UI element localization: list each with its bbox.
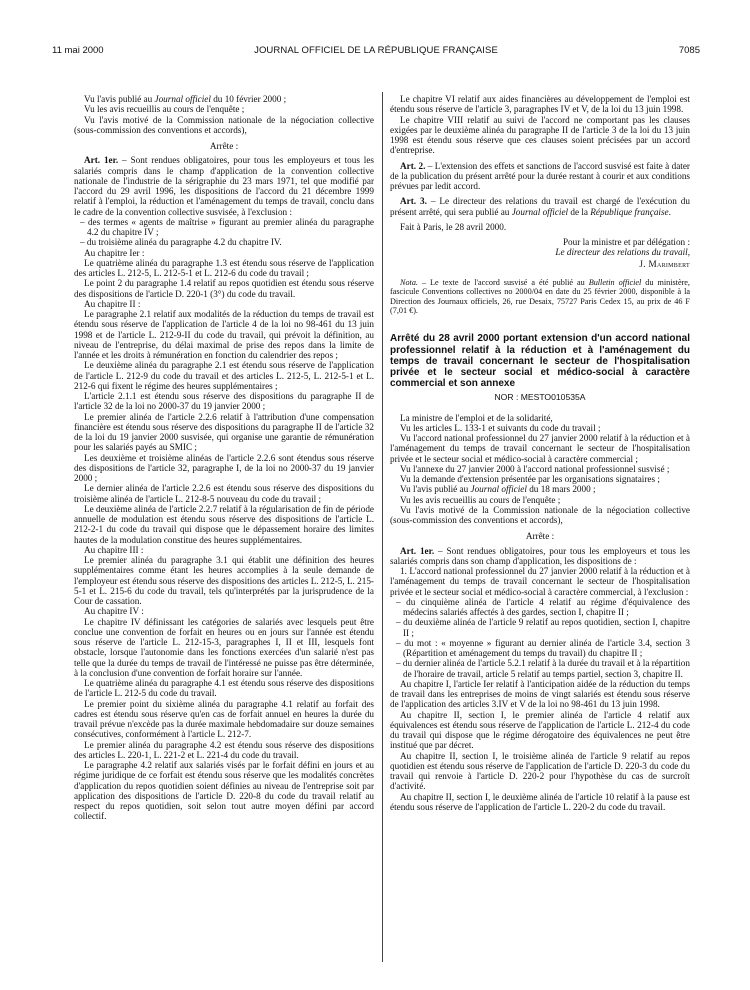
right-column: [390, 94, 690, 964]
issue-date: 11 mai 2000: [52, 45, 104, 56]
paragraph: Au chapitre III :: [84, 544, 144, 555]
visa-journal-officiel: Vu l'avis publié au Journal officiel du 18 mars 2000 ;: [400, 484, 596, 495]
paragraph: Le chapitre VIII relatif au suivi de l'accord ne comportant pas les clauses exigées par le deuxième alinéa du paragraphe II de l'article 3 de la loi du 13 juin 1998 est étendu sous réserve que ces clauses soient précisées par un accord d'entreprise.: [390, 114, 690, 156]
paragraph: Au chapitre II, section I, le troisième alinéa de l'article 9 relatif au repos quotidien est étendu sous réserve de l'application de l'article D. 220-3 du code du travail qui renvoie à l'article D. 220-2 pour l'hypothèse du cas de surcroît d'activité.: [390, 750, 690, 792]
exclusion-item: – du troisième alinéa du paragraphe 4.2 du chapitre IV.: [80, 237, 282, 248]
visa: Vu l'annexe du 27 janvier 2000 à l'accord national professionnel susvisé ;: [400, 463, 670, 474]
visa-commission: Vu l'avis motivé de la Commission nationale de la négociation collective (sous-commission des conventions et accords),: [74, 114, 374, 135]
paragraph: Le paragraphe 4.2 relatif aux salariés visés par le forfait défini en jours et au régime juridique de ce forfait est étendu sous réserve que les modalités concrètes d'application du repos quotidien soient définies au niveau de l'entreprise soit par application des dispositions de l'article D. 220-8 du code du travail relatif au respect du repos quotidien, soit selon tout autre moyen défini par accord collectif.: [74, 760, 374, 822]
paragraph: Au chapitre IV :: [84, 606, 144, 617]
article-2: Art. 2. – L'extension des effets et sanctions de l'accord susvisé est faite à dater de la publication du présent arrêté pour la durée restant à courir et aux conditions prévues par ledit accord.: [390, 160, 690, 191]
paragraph: Les deuxième et troisième alinéas de l'article 2.2.6 sont étendus sous réserve des dispositions de l'article 32, paragraphe I, de la loi no 2000-37 du 19 janvier 2000 ;: [74, 452, 374, 483]
signature-delegation: Pour la ministre et par délégation :: [562, 237, 690, 247]
visa: Vu la demande d'extension présentée par les organisations signataires ;: [400, 474, 660, 485]
exclusion-list: [390, 597, 690, 679]
visa: Vu les articles L. 133-1 et suivants du code du travail ;: [400, 422, 601, 433]
visa: Vu l'accord national professionnel du 27 janvier 2000 relatif à la réduction et à l'aménagement du temps de travail concernant le secteur de l'hospitalisation privée et le secteur social et médico-social à caractère commercial ;: [390, 433, 690, 464]
paragraph: Le premier point du sixième alinéa du paragraphe 4.1 relatif au forfait des cadres est étendu sous réserve qu'en cas de forfait annuel en heures la durée du travail prévue n'excède pas la durée maximale hebdomadaire sur douze semaines consécutives, conformément à l'article L. 212-7.: [74, 698, 374, 740]
article-3: Art. 3. – Le directeur des relations du travail est chargé de l'exécution du présent arrêté, qui sera publié au Journal officiel de la République française.: [390, 196, 690, 217]
page-number: 7085: [678, 45, 700, 56]
exclusion-item: – des termes « agents de maîtrise » figurant au premier alinéa du paragraphe 4.2 du chapitre IV ;: [80, 216, 374, 237]
paragraph: Le quatrième alinéa du paragraphe 4.1 est étendu sous réserve des dispositions de l'article L. 212-5 du code du travail.: [74, 678, 374, 699]
article-1: Art. 1er. – Sont rendues obligatoires, pour tous les employeurs et tous les salariés compris dans le champ d'application de la convention collective nationale de l'industrie de la sérigraphie du 23 mars 1971, tel que modifié par l'accord du 29 avril 1996, les dispositions de l'accord du 21 décembre 1999 relatif à l'emploi, la réduction et l'aménagement du temps de travail, conclu dans le cadre de la convention collective susvisée, à l'exclusion :: [74, 155, 374, 217]
nota: Nota. – Le texte de l'accord susvisé a été publié au Bulletin officiel du ministère, fascicule Conventions collectives no 2000/04 en date du 25 février 2000, disponible à la Direction des Journaux officiels, 26, rue Desaix, 75727 Paris Cedex 15, au prix de 46 F (7,01 €).: [390, 277, 690, 315]
paragraph: Le premier alinéa du paragraphe 3.1 qui établit une définition des heures supplémentaires comme étant les heures accomplies à la seule demande de l'employeur est étendu sous réserve des dispositions des articles L. 212-5, L. 215-5-1 et L. 215-6 du code du travail, tels qu'interprétés par la jurisprudence de la Cour de cassation.: [74, 555, 374, 606]
exclusion-item: – du dernier alinéa de l'article 5.2.1 relatif à la durée du travail et à la répartition de l'horaire de travail, article 5 relatif au temps partiel, section 3, chapitre II.: [396, 658, 690, 679]
arrete-heading: Arrête :: [525, 531, 555, 542]
paragraph: Au chapitre Ier :: [84, 247, 145, 258]
signature-title: Le directeur des relations du travail,: [555, 247, 690, 258]
exclusion-item: – du mot : « moyenne » figurant au dernier alinéa de l'article 3.4, section 3 (Répartition et aménagement du temps du travail) du chapitre II ;: [396, 637, 690, 659]
visa-journal-officiel: Vu l'avis publié au Journal officiel du 10 février 2000 ;: [84, 94, 287, 104]
left-column: [74, 94, 374, 964]
paragraph: Le quatrième alinéa du paragraphe 1.3 est étendu sous réserve de l'application des articles L. 212-5, L. 212-5-1 et L. 212-6 du code du travail ;: [74, 257, 374, 278]
exclusion-item: – du cinquième alinéa de l'article 4 relatif au régime d'équivalence des médecins salariés affectés à des gardes, section I, chapitre II ;: [396, 596, 690, 618]
paragraph: L'article 2.1.1 est étendu sous réserve des dispositions du paragraphe II de l'article 32 de la loi no 2000-37 du 19 janvier 2000 ;: [74, 391, 374, 412]
point-1: 1. L'accord national professionnel du 27 janvier 2000 relatif à la réduction et à l'aménagement du temps de travail concernant le secteur de l'hospitalisation privée et le secteur social et médico-social à caractère commercial, à l'exclusion :: [390, 566, 690, 597]
paragraph: Le chapitre VI relatif aux aides financières au développement de l'emploi est étendu sous réserve de l'article 3, paragraphes IV et V, de la loi du 13 juin 1998.: [390, 94, 690, 115]
arrete-heading: Arrête :: [209, 141, 239, 151]
visa-commission: Vu l'avis motivé de la Commission nationale de la négociation collective (sous-commission des conventions et accords),: [390, 504, 690, 526]
arrete-title: Arrêté du 28 avril 2000 portant extension d'un accord national professionnel relatif à la réduction et à l'aménagement du temps de travail concernant le secteur de l'hospitalisation privée et le secteur social et médico-social à caractère commercial et son annexe: [390, 333, 690, 390]
signature-name: J. Marimbert: [639, 258, 690, 269]
paragraph: Au chapitre II, section I, le deuxième alinéa de l'article 10 relatif à la pause est étendu sous réserve de l'application de l'article L. 220-2 du code du travail.: [390, 791, 690, 812]
page-header: [52, 44, 700, 58]
column-divider: [382, 92, 383, 962]
visa: La ministre de l'emploi et de la solidarité,: [400, 412, 553, 423]
paragraph: Au chapitre II :: [84, 298, 141, 309]
paragraph: Le deuxième alinéa de l'article 2.2.7 relatif à la régularisation de fin de période annuelle de modulation est étendu sous réserve des dispositions de l'article L. 212-2-1 du code du travail qui dispose que le dépassement horaire des limites hautes de la modulation constitue des heures supplémentaires.: [74, 503, 374, 545]
journal-title: JOURNAL OFFICIEL DE LA RÉPUBLIQUE FRANÇAISE: [254, 45, 498, 56]
paragraph: Le dernier alinéa de l'article 2.2.6 est étendu sous réserve des dispositions du troisième alinéa de l'article L. 212-8-5 nouveau du code du travail ;: [74, 483, 374, 504]
fait-a-paris: Fait à Paris, le 28 avril 2000.: [400, 221, 507, 232]
exclusion-list: [74, 217, 374, 248]
paragraph: Au chapitre II, section I, le premier alinéa de l'article 4 relatif aux équivalences est étendu sous réserve de l'application de l'article L. 212-4 du code du travail qui dispose que le régime dérogatoire des équivalences ne peut être institué que par décret.: [390, 709, 690, 751]
visa-enquete: Vu les avis recueillis au cours de l'enquête ;: [84, 104, 245, 115]
paragraph: Le premier alinéa de l'article 2.2.6 relatif à l'attribution d'une compensation financière est étendu sous réserve des dispositions du paragraphe II de l'article 32 de la loi du 19 janvier 2000 susvisée, qui organise une garantie de rémunération pour les salariés payés au SMIC ;: [74, 411, 374, 453]
exclusion-item: – du deuxième alinéa de l'article 9 relatif au repos quotidien, section I, chapitre II ;: [396, 617, 690, 638]
visa-enquete: Vu les avis recueillis au cours de l'enquête ;: [400, 494, 561, 505]
paragraph: Le paragraphe 2.1 relatif aux modalités de la réduction du temps de travail est étendu sous réserve de l'application de l'article 4 de la loi no 98-461 du 13 juin 1998 et de l'article L. 212-9-II du code du travail, qui prévoit la définition, au niveau de l'entreprise, du délai maximal de prise des repos dans la limite de l'année et les droits à rémunération en fonction du calendrier des repos ;: [74, 309, 374, 360]
article-1: Art. 1er. – Sont rendues obligatoires, pour tous les employeurs et tous les salariés compris dans son champ d'application, les dispositions de :: [390, 545, 690, 566]
paragraph: Le deuxième alinéa du paragraphe 2.1 est étendu sous réserve de l'application de l'article L. 212-9 du code du travail et des articles L. 212-5, L. 212-5-1 et L. 212-6 qui fixent le régime des heures supplémentaires ;: [74, 360, 374, 391]
paragraph: Le chapitre IV définissant les catégories de salariés avec lesquels peut être conclue une convention de forfait en heures ou en jours sur l'année est étendu sous réserve de l'article L. 212-15-3, paragraphes I, II et III, lesquels font obstacle, lorsque l'autonomie dans les fonctions exercées d'un salarié n'est pas telle que la durée du temps de travail de l'intéressé ne puisse pas être déterminée, à la conclusion d'une convention de forfait horaire sur l'année.: [74, 616, 374, 678]
paragraph: Au chapitre I, l'article Ier relatif à l'anticipation aidée de la réduction du temps de travail dans les entreprises de moins de vingt salariés est étendu sous réserve de l'application des articles 3.IV et V de la loi no 98-461 du 13 juin 1998.: [390, 678, 690, 710]
paragraph: Le premier alinéa du paragraphe 4.2 est étendu sous réserve des dispositions des articles L. 220-1, L. 221-2 et L. 221-4 du code du travail.: [74, 739, 374, 760]
nor-reference: NOR : MESTO010535A: [494, 392, 586, 403]
paragraph: Le point 2 du paragraphe 1.4 relatif au repos quotidien est étendu sous réserve des dispositions de l'article D. 220-1 (3°) du code du travail.: [74, 278, 374, 299]
